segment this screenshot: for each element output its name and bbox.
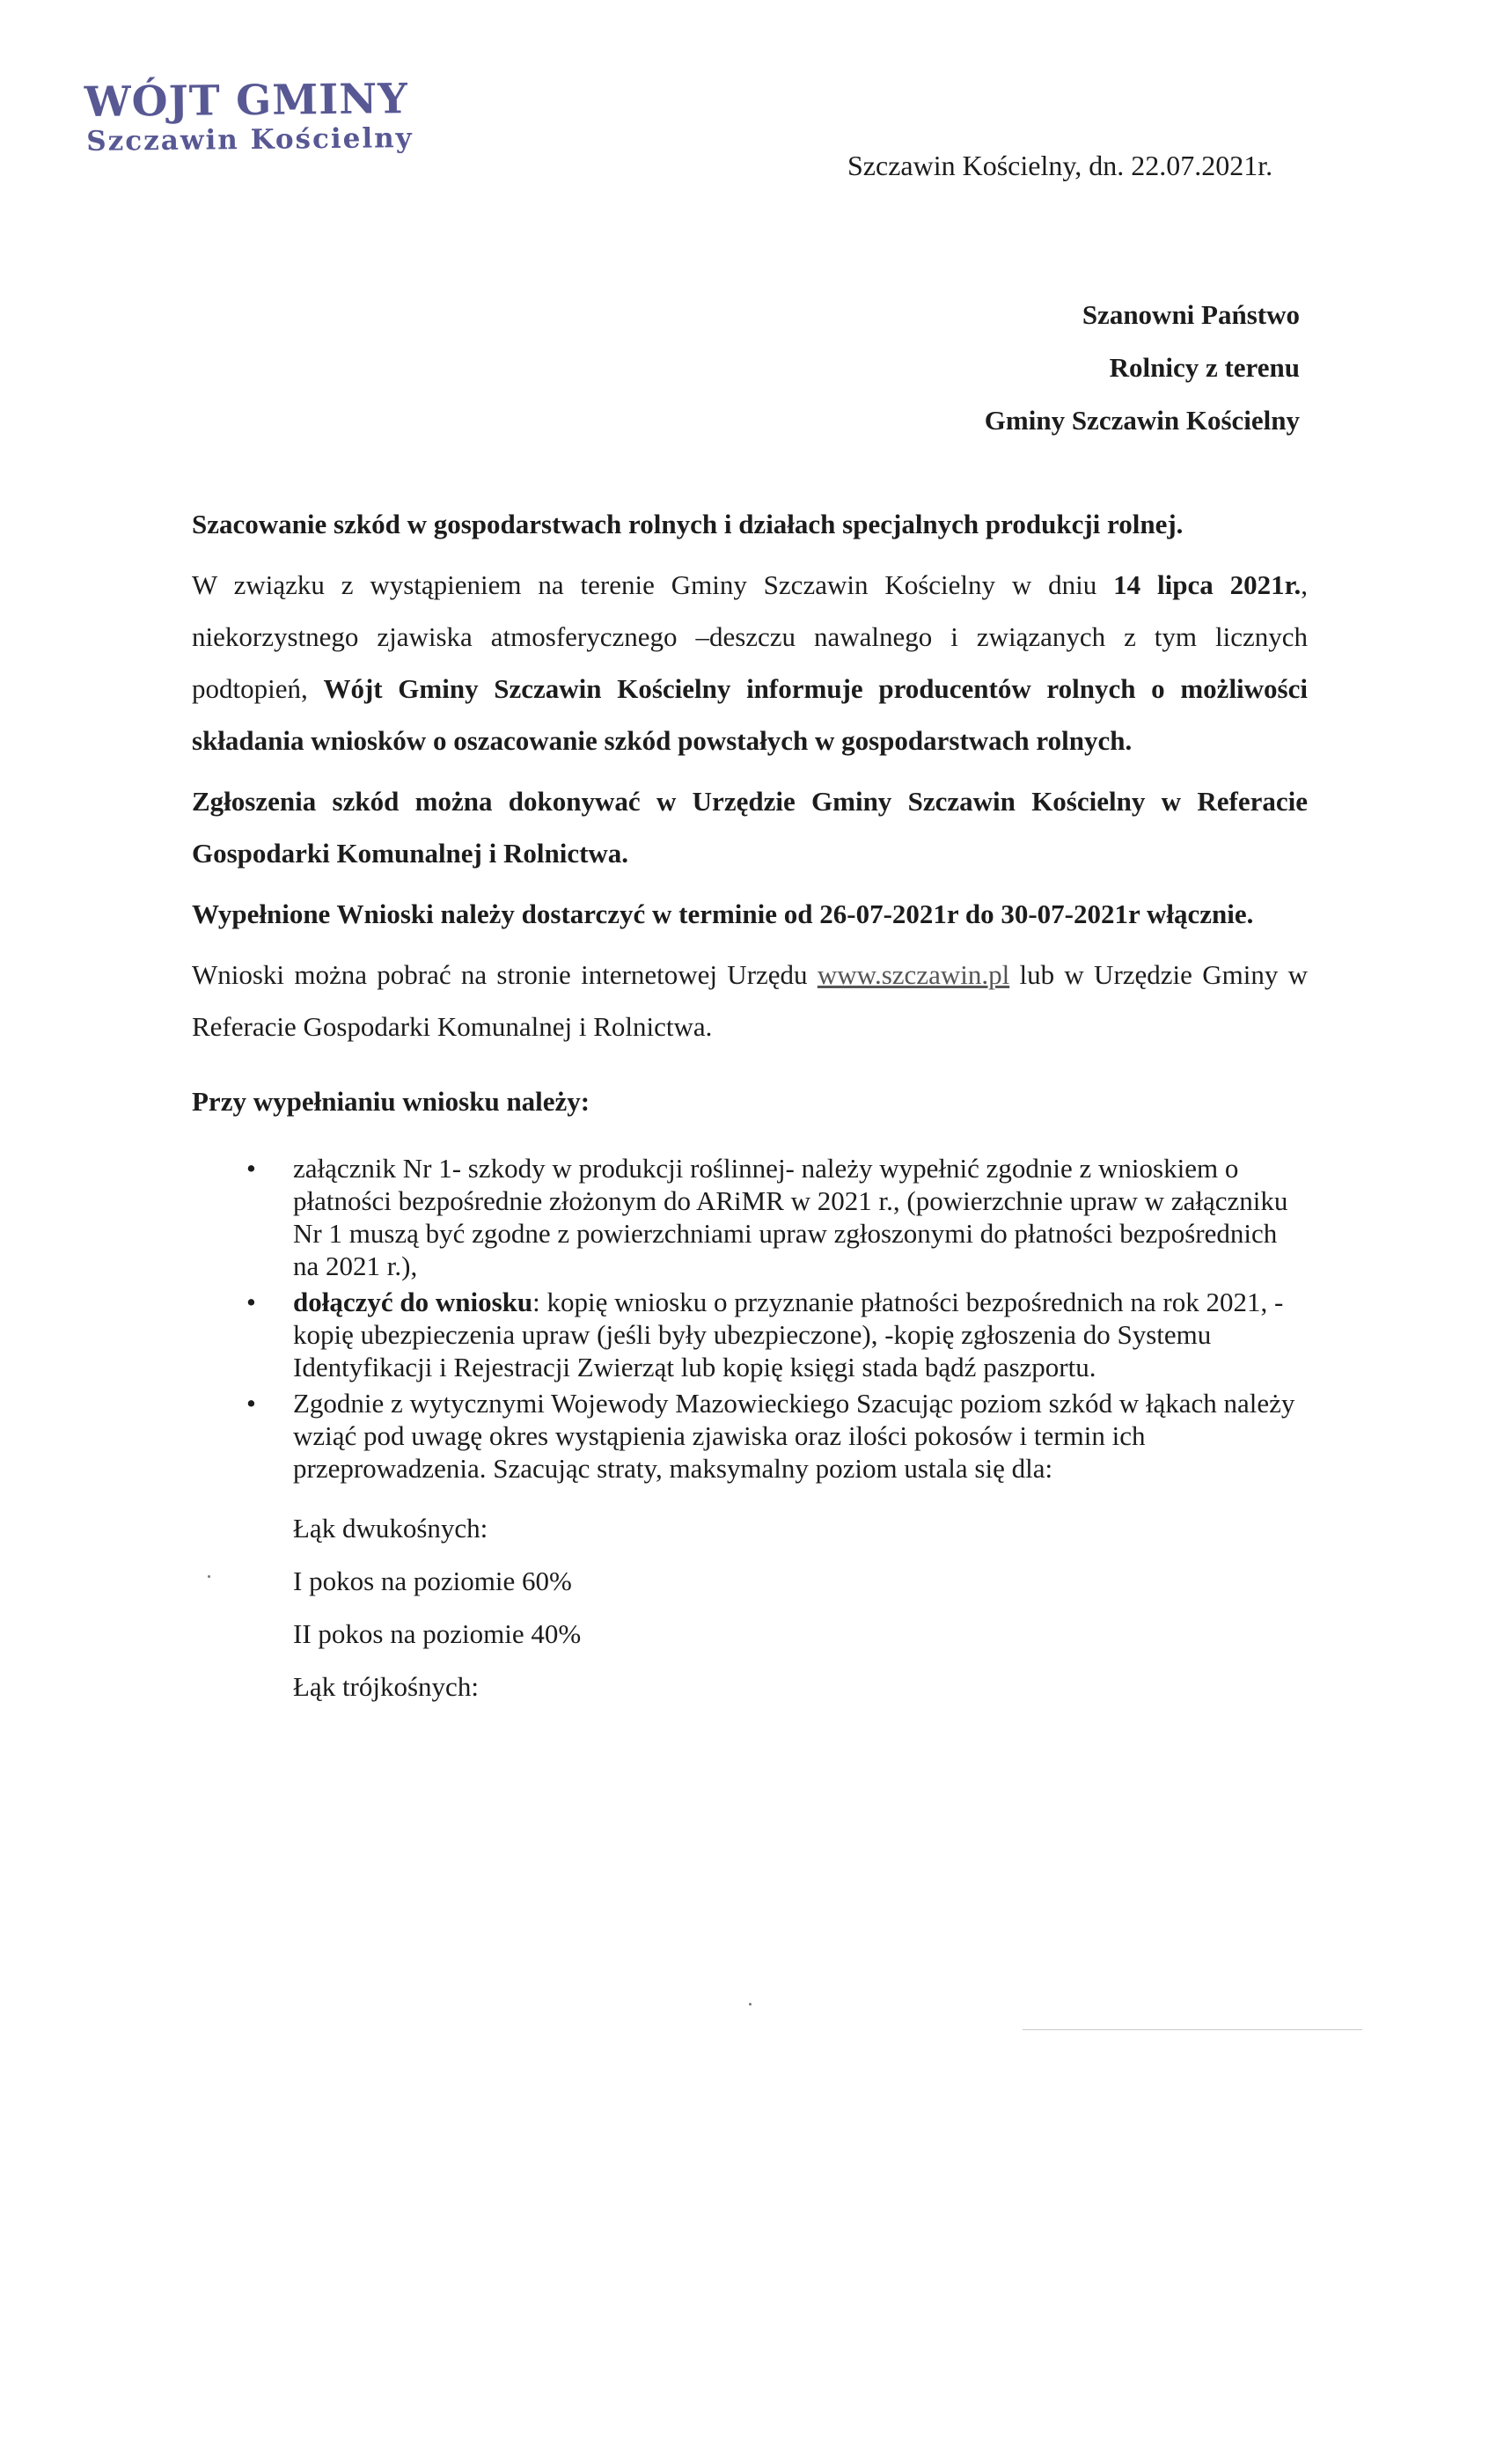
announcement-text: , niekorzystnego zjawiska atmosferycznego –deszczu nawalnego i związanych z tym licznych podtopień, [192, 569, 1308, 704]
letter-title: Szacowanie szkód w gospodarstwach rolnych i działach specjalnych produkcji rolnej. [192, 509, 1184, 539]
paragraph-deadline: Wypełnione Wnioski należy dostarczyć w terminie od 26-07-2021r do 30-07-2021r włącznie. [192, 898, 1254, 929]
list-item-text: załącznik Nr 1- szkody w produkcji roślinnej- należy wypełnić zgodnie z wnioskiem o płatności bezpośrednie złożonym do ARiMR w 2021 r., (powierzchnie upraw w załączniku Nr 1 muszą być zgodne z powierzchniami upraw zgłoszonymi do płatności bezpośrednich na 2021 r.), [293, 1153, 1288, 1281]
download-text: Wnioski można pobrać na stronie internetowej Urzędu [192, 959, 818, 990]
letter-date: Szczawin Kościelny, dn. 22.07.2021r. [847, 150, 1273, 181]
bullet-icon: • [246, 1287, 256, 1317]
list-item-text: Zgodnie z wytycznymi Wojewody Mazowieckiego Szacując poziom szkód w łąkach należy wziąć pod uwagę okres wystąpienia zjawiska oraz ilości pokosów i termin ich przeprowadzenia. Szacując straty, maksymalny poziom ustala się dla: [293, 1388, 1295, 1484]
announcement-emphasis: Wójt Gminy Szczawin Kościelny informuje producentów rolnych o możliwości składania wniosków o oszacowanie szkód powstałych w gospodarstwach rolnych. [192, 673, 1308, 756]
event-date: 14 lipca 2021r. [1113, 569, 1302, 600]
addressee-line: Rolnicy z terenu [1109, 352, 1300, 383]
scan-speck [208, 1575, 210, 1578]
addressee-line: Szanowni Państwo [1082, 299, 1300, 330]
meadow-line: Łąk dwukośnych: [293, 1513, 488, 1544]
instructions-heading: Przy wypełnianiu wniosku należy: [192, 1086, 590, 1117]
letter-body [192, 498, 1308, 1713]
announcement-text: W związku z wystąpieniem na terenie Gminy Szczawin Kościelny w dniu [192, 569, 1114, 600]
addressee-block [985, 289, 1300, 447]
stamp-municipality: Szczawin Kościelny [86, 122, 414, 158]
meadow-line: II pokos na poziomie 40% [293, 1618, 582, 1649]
list-item-label: dołączyć do wniosku [293, 1287, 533, 1317]
addressee-line: Gminy Szczawin Kościelny [984, 405, 1300, 436]
paragraph-submission-place: Zgłoszenia szkód można dokonywać w Urzędzie Gminy Szczawin Kościelny w Referacie Gospodarki Komunalnej i Rolnictwa. [192, 786, 1308, 869]
list-item [192, 1387, 1308, 1485]
mayor-stamp [84, 76, 414, 158]
meadow-levels [192, 1502, 1308, 1713]
download-text: lub w Urzędzie Gminy w Referacie Gospodarki Komunalnej i Rolnictwa. [192, 959, 1308, 1042]
bullet-icon: • [246, 1153, 256, 1184]
list-item [192, 1152, 1308, 1282]
list-item-text: : kopię wniosku o przyznanie płatności bezpośrednich na rok 2021, -kopię ubezpieczenia upraw (jeśli były ubezpieczone), -kopię zgłoszenia do Systemu Identyfikacji i Rejestracji Zwierząt lub kopię księgi stada bądź paszportu. [293, 1287, 1284, 1382]
list-item [192, 1286, 1308, 1383]
website-link[interactable]: www.szczawin.pl [817, 959, 1010, 990]
meadow-line: Łąk trójkośnych: [293, 1671, 479, 1702]
scan-speck [749, 2003, 752, 2006]
stamp-title: WÓJT GMINY [84, 75, 409, 127]
paragraph-announcement [192, 559, 1308, 766]
meadow-line: I pokos na poziomie 60% [293, 1566, 572, 1596]
bullet-icon: • [246, 1388, 256, 1419]
paragraph-download [192, 949, 1308, 1052]
instructions-list [192, 1152, 1308, 1485]
scan-rule [1023, 2029, 1362, 2030]
